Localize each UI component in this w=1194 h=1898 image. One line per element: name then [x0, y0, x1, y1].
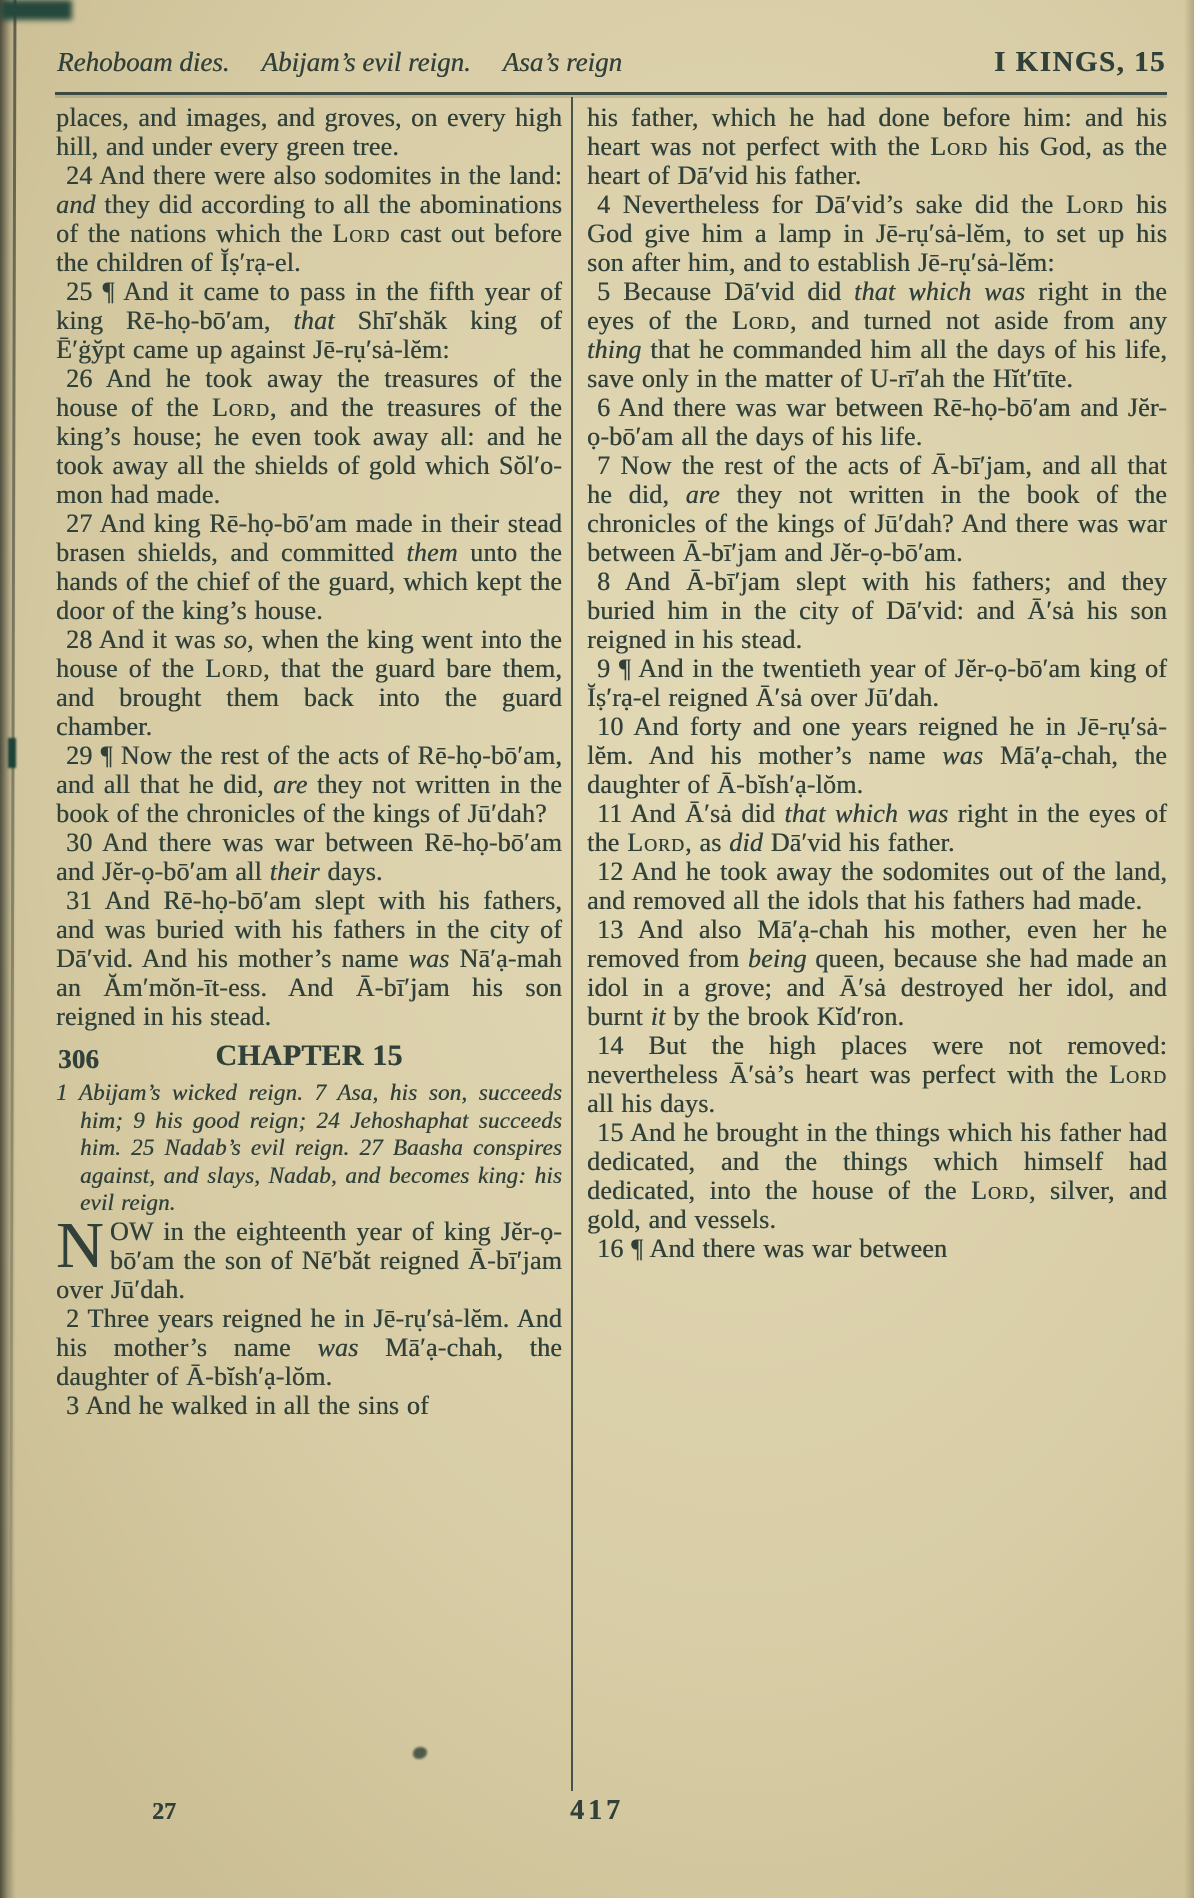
divine-name-small-caps: Lord — [1065, 190, 1124, 219]
verse-paragraph — [56, 741, 562, 828]
scan-blotch-top-left — [0, 0, 72, 20]
text-run: places, and images, and groves, on every high hill, and under every green tree. — [56, 103, 562, 161]
text-run: did — [729, 828, 763, 857]
verse-paragraph — [56, 161, 562, 277]
text-run: Nā′ạ-mah an Ăm′mŏn-īt-ess. And Ā-bī′jam his son reigned in his stead. — [56, 944, 562, 1031]
text-run: 26 And he took away the treasures of the house of the — [56, 364, 562, 422]
text-run: OW in the eighteenth year of king Jĕr-ọ-bō′am the son of Nē′băt reigned Ā-bī′jam over Jū′dah. — [56, 1216, 562, 1304]
text-run: 9 ¶ And in the twentieth year of Jĕr-ọ-bō′am king of Ĭṣ′rạ-el reigned Ā′sȧ over Jū′dah. — [587, 654, 1167, 712]
running-title-1: Rehoboam dies. — [57, 47, 230, 77]
text-run: his father, which he had done before him: and his heart was not perfect with the — [587, 103, 1167, 161]
text-run: right in the eyes of the — [587, 799, 1167, 857]
verse-paragraph — [56, 828, 562, 886]
text-run: queen, because she had made an idol in a grove; and Ā′sȧ destroyed her idol, and burnt — [587, 944, 1167, 1031]
text-run: 11 And Ā′sȧ did — [597, 799, 785, 828]
signature-mark: 27 — [152, 1799, 176, 1825]
verse-paragraph — [56, 625, 562, 741]
verse-paragraph — [587, 857, 1167, 915]
text-run: was — [942, 741, 984, 770]
text-run: 15 And he brought in the things which his father had dedicated, and the things which himself had dedicated, into the house of the — [587, 1118, 1167, 1205]
text-run: Dā′vid his father. — [762, 828, 955, 857]
text-run: was — [408, 944, 450, 973]
text-run: are — [685, 480, 720, 509]
divine-name-small-caps: Lord — [930, 132, 988, 161]
text-run: Mā′ạ-chah, the daughter of Ā-bĭsh′ạ-lŏm. — [56, 1332, 563, 1391]
text-run: was — [317, 1332, 359, 1362]
text-run: right in the eyes of the — [587, 277, 1167, 335]
text-run: their — [269, 857, 320, 886]
verse-paragraph — [587, 393, 1167, 451]
text-run: 31 And Rē-họ-bō′am slept with his fathers, and was buried with his fathers in the city of Dā′vid. And his mother’s name — [56, 886, 562, 973]
verse-paragraph — [56, 1391, 562, 1420]
text-run: being — [747, 944, 807, 973]
ink-blot — [413, 1747, 427, 1759]
divine-name-small-caps: Lord — [1109, 1060, 1167, 1089]
verse-paragraph — [56, 886, 562, 1031]
text-run: it — [650, 1002, 666, 1031]
text-run: 10 And forty and one years reigned he in Jē-rụ′sȧ-lĕm. And his mother’s name — [587, 712, 1167, 770]
verse-paragraph — [587, 1234, 1167, 1263]
text-run: 29 ¶ Now the rest of the acts of Rē-họ-bō′am, and all that he did, — [56, 741, 562, 799]
text-run: 25 ¶ And it came to pass in the fifth year of king Rē-họ-bō′am, — [56, 277, 562, 335]
verse-paragraph — [587, 1031, 1167, 1118]
chapter-title: CHAPTER 15 — [215, 1039, 403, 1072]
text-run: his God give him a lamp in Jē-rụ′sȧ-lĕm, to set up his son after him, and to establish Jē-rụ′sȧ-lĕm: — [587, 190, 1167, 277]
chapter-heading — [56, 1039, 562, 1073]
verse-paragraph — [587, 277, 1167, 393]
text-run: , as — [684, 828, 730, 857]
text-run: , and turned not aside from any — [789, 306, 1167, 335]
continuation-paragraph — [587, 103, 1167, 190]
text-run: cast out before the children of Ĭṣ′rạ-el. — [56, 219, 562, 277]
page-number: 417 — [570, 1795, 624, 1826]
text-run: Shī′shăk king of Ē′ġy̆pt came up against Jē-rụ′sȧ-lĕm: — [56, 306, 562, 364]
text-run: 12 And he took away the sodomites out of the land, and removed all the idols that his fathers had made. — [587, 857, 1167, 915]
text-run: 7 Now the rest of the acts of Ā-bī′jam, and all that he did, — [587, 451, 1167, 509]
text-run: so — [223, 625, 247, 654]
header-rule — [55, 92, 1167, 95]
text-run: by the brook Kĭd′ron. — [665, 1002, 905, 1031]
text-run: 13 And also Mā′ạ-chah his mother, even her he removed from — [587, 915, 1167, 973]
text-run: , that the guard bare them, and brought them back into the guard chamber. — [56, 654, 562, 741]
divine-name-small-caps: Lord — [211, 393, 270, 422]
text-run: and — [56, 190, 96, 219]
text-run: , silver, and gold, and vessels. — [587, 1176, 1167, 1234]
text-run: that which was — [854, 277, 1026, 306]
text-run: 5 Because Dā′vid did — [597, 277, 855, 306]
text-run: all his days. — [587, 1089, 716, 1118]
text-run: they not written in the book of the chronicles of the kings of Jū′dah? — [56, 770, 563, 828]
opening-paragraph — [56, 1208, 562, 1304]
text-run: they not written in the book of the chronicles of the kings of Jū′dah? And there was war between Ā-bī′jam and Jĕr-ọ-bō′am. — [587, 480, 1167, 567]
divine-name-small-caps: Lord — [970, 1176, 1029, 1205]
text-run: 30 And there was war between Rē-họ-bō′am and Jĕr-ọ-bō′am all — [56, 828, 562, 886]
column-divider-rule — [571, 97, 573, 1791]
verse-paragraph — [56, 509, 562, 625]
text-run: that he commanded him all the days of his life, save only in the matter of U-rī′ah the Hĭt′tīte. — [587, 335, 1167, 393]
text-run: that — [293, 306, 335, 335]
left-text-column — [56, 103, 562, 1420]
verse-paragraph — [587, 915, 1167, 1031]
drop-cap: N — [56, 1208, 104, 1282]
verse-paragraph — [587, 190, 1167, 277]
chapter-summary — [56, 1079, 562, 1217]
scan-blotch-left-edge — [8, 738, 16, 768]
verse-paragraph — [587, 567, 1167, 654]
text-run: are — [273, 770, 308, 799]
text-run: 14 But the high places were not removed: nevertheless Ā′sȧ’s heart was perfect with the — [587, 1031, 1167, 1089]
text-run: 3 And he walked in all the sins of — [66, 1390, 429, 1420]
text-run: that which was — [784, 799, 949, 828]
text-run: 16 ¶ And there was war between — [597, 1234, 948, 1263]
text-run: days. — [319, 857, 383, 886]
verse-paragraph — [56, 364, 562, 509]
running-head — [57, 46, 1166, 79]
text-run: 2 Three years reigned he in Jē-rụ′sȧ-lĕm. And his mother’s name — [56, 1303, 562, 1362]
page-right-edge-shade — [1184, 0, 1194, 1898]
divine-name-small-caps: Lord — [731, 306, 790, 335]
text-run: 8 And Ā-bī′jam slept with his fathers; and they buried him in the city of Dā′vid: and Ā′sȧ his son reigned in his stead. — [587, 567, 1167, 654]
verse-paragraph — [56, 1304, 562, 1391]
text-run: unto the hands of the chief of the guard, which kept the door of the king’s house. — [56, 538, 562, 625]
text-run: 27 And king Rē-họ-bō′am made in their stead brasen shields, and committed — [56, 509, 562, 567]
text-run: 1 Abijam’s wicked reign. 7 Asa, his son, succeeds him; 9 his good reign; 24 Jehoshaphat succeeds him. 25 Nadab’s evil reign. 27 Baasha conspires against, and slays, Nadab, and becomes king: his evil reign. — [56, 1080, 562, 1215]
text-run: 28 And it was — [66, 625, 224, 654]
text-run: , and the treasures of the king’s house; he even took away all: and he took away all the shields of gold which Sŏl′o-mon had made. — [56, 393, 562, 509]
running-title-2: Abijam’s evil reign. — [261, 47, 471, 77]
right-text-column — [587, 103, 1167, 1263]
text-run: 24 And there were also sodomites in the land: — [66, 161, 562, 190]
verse-paragraph — [587, 799, 1167, 857]
text-run: them — [406, 538, 458, 567]
verse-paragraph — [587, 654, 1167, 712]
verse-paragraph — [587, 1118, 1167, 1234]
chapter-margin-number: 306 — [58, 1044, 100, 1074]
text-run: thing — [587, 335, 642, 364]
book-chapter-reference: I KINGS, 15 — [993, 46, 1166, 78]
running-title-3: Asa’s reign — [502, 47, 622, 77]
text-run: they did according to all the abominations of the nations which the — [56, 190, 562, 248]
verse-paragraph — [587, 712, 1167, 799]
verse-paragraph — [56, 277, 562, 364]
divine-name-small-caps: Lord — [332, 219, 391, 248]
divine-name-small-caps: Lord — [627, 828, 685, 857]
divine-name-small-caps: Lord — [205, 654, 263, 683]
verse-paragraph — [587, 451, 1167, 567]
text-run: , when the king went into the house of the — [56, 625, 563, 683]
text-run: his God, as the heart of Dā′vid his father. — [587, 132, 1167, 190]
text-run: 4 Nevertheless for Dā′vid’s sake did the — [597, 190, 1066, 219]
text-run: 6 And there was war between Rē-họ-bō′am and Jĕr-ọ-bō′am all the days of his life. — [587, 393, 1167, 451]
continuation-paragraph — [56, 103, 562, 161]
text-run: Mā′ạ-chah, the daughter of Ā-bĭsh′ạ-lŏm. — [587, 741, 1168, 799]
